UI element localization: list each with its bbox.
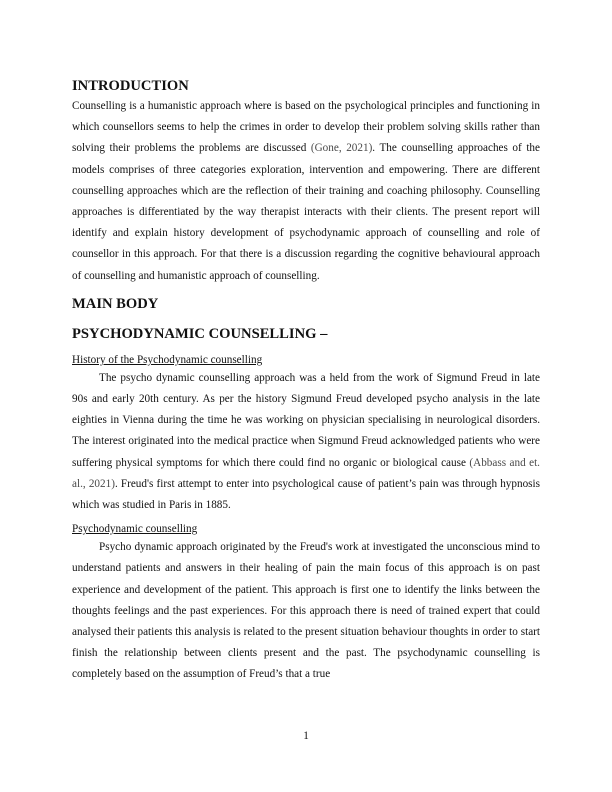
- citation-gone: (Gone, 2021): [310, 142, 373, 155]
- history-subheading: History of the Psychodynamic counselling: [72, 353, 263, 366]
- main-body-heading: MAIN BODY: [72, 295, 159, 312]
- psychodynamic-counselling-heading: PSYCHODYNAMIC COUNSELLING –: [72, 325, 328, 342]
- introduction-paragraph: [72, 96, 540, 287]
- introduction-text-1: Counselling is a humanistic approach where is based on the psychological principles and functioning in which counsellors seems to help the crimes in order to develop their problem solving skills rather than solving their problems the problems are discussed: [72, 100, 540, 155]
- psychodynamic-paragraph: Psycho dynamic approach originated by the Freud's work at investigated the unconscious mind to understand patients and answers in their healing of pain the main focus of this approach is on past experience and development of the patient. This approach is first one to identify the links between the thoughts feelings and the past experiences. For this approach there is need of trained expert that could analysed their patients this analysis is related to the present situation behaviour thoughts in order to start finish the relationship between clients present and the past. The psychodynamic counselling is completely based on the assumption of Freud’s that a true: [72, 541, 540, 681]
- history-text-1: The psycho dynamic counselling approach was a held from the work of Sigmund Freud in late 90s and early 20th century. As per the history Sigmund Freud developed psycho analysis in the late eighties in Vienna during the time he was working on physician specialising in neurological disorders. The interest originated into the medical practice when Sigmund Freud acknowledged patients who were suffering physical symptoms for which there could find no organic or biological cause: [72, 371, 540, 469]
- history-text-2: . Freud's first attempt to enter into psychological cause of patient’s pain was through hypnosis which was studied in Paris in 1885.: [72, 477, 540, 512]
- introduction-heading: INTRODUCTION: [72, 78, 189, 94]
- document-page: [72, 77, 540, 686]
- citation-abbass: (Abbass and et. al., 2021): [72, 456, 540, 490]
- introduction-text-2: . The counselling approaches of the models comprises of three categories exploration, intervention and empowering. There are different counselling approaches which are the reflection of their training and coaching philosophy. Counselling approaches is differentiated by the way therapist interacts with their clients. The present report will identify and explain history development of psychodynamic approach of counselling and role of counsellor in this approach. For that there is a discussion regarding the cognitive behavioural approach of counselling and humanistic approach of counselling.: [72, 142, 540, 282]
- page-number: 1: [303, 730, 309, 742]
- psychodynamic-subheading: Psychodynamic counselling: [72, 523, 198, 536]
- history-paragraph: [72, 368, 540, 516]
